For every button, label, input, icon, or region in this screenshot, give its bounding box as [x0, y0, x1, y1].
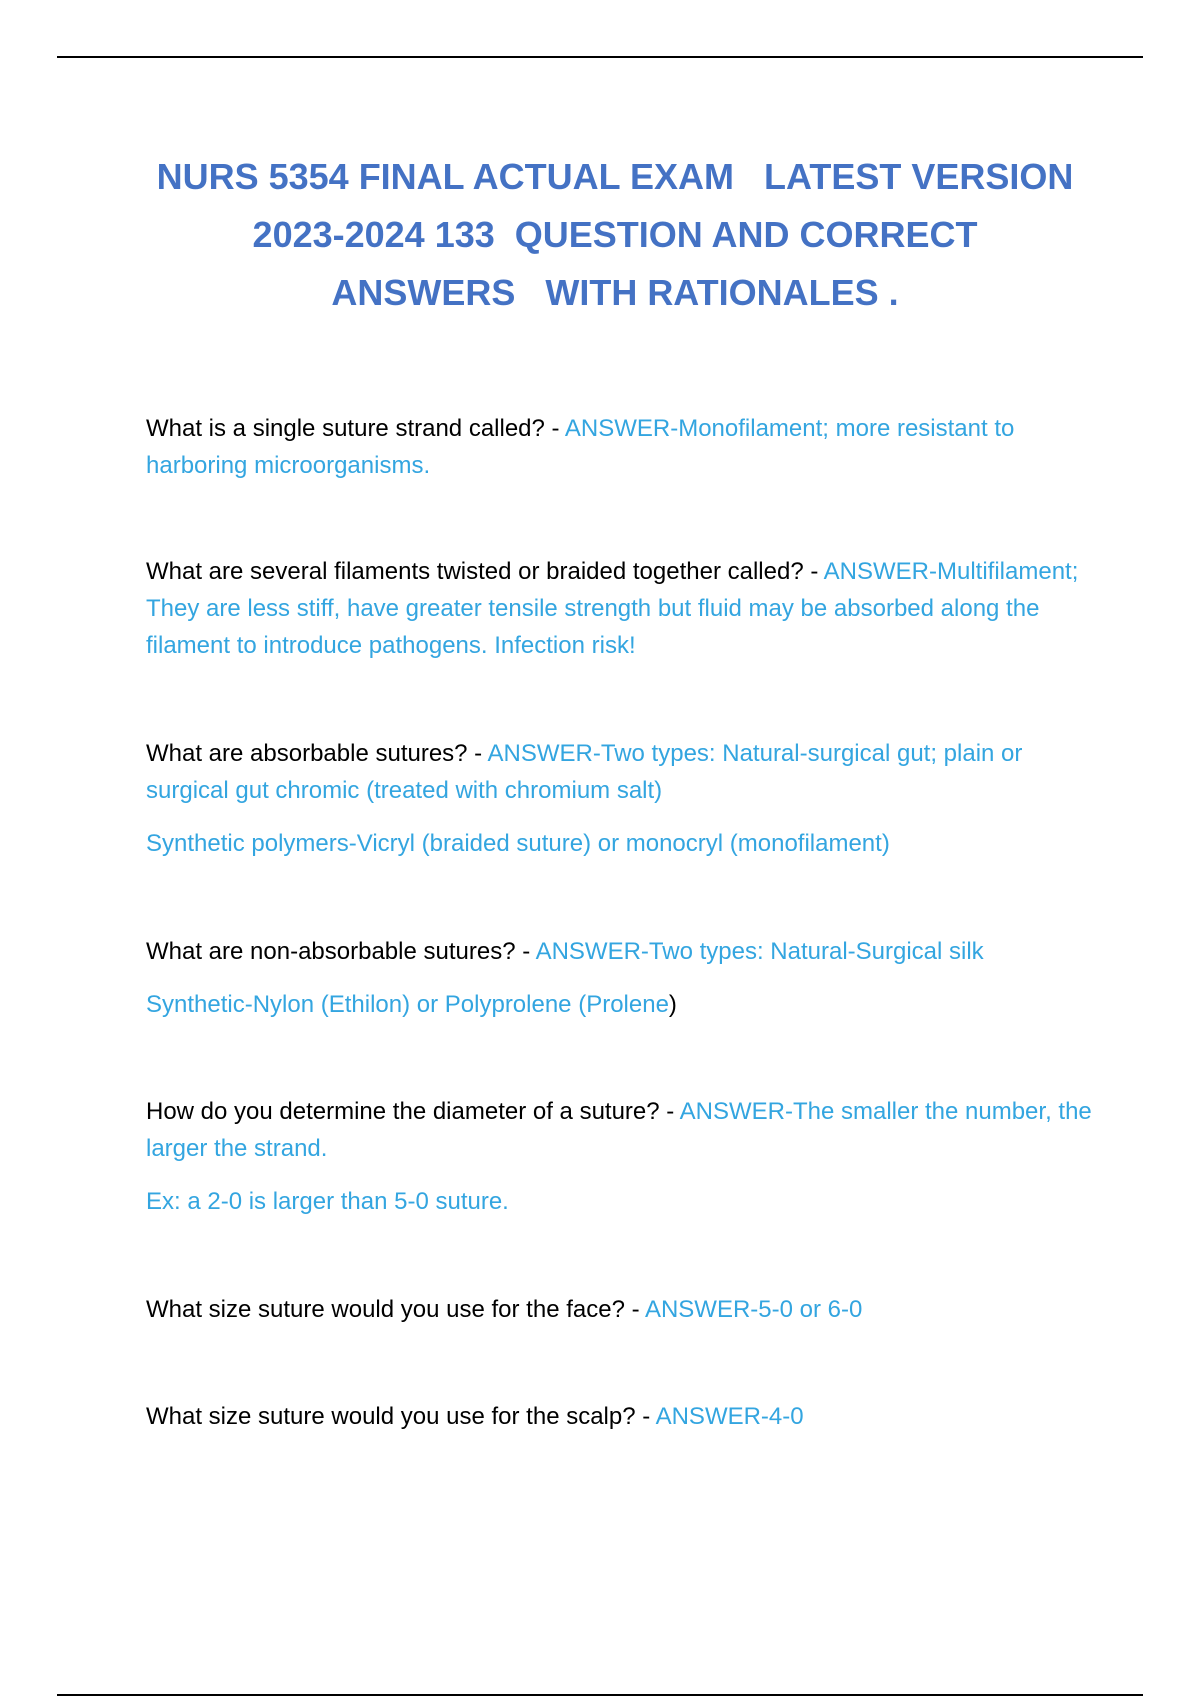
answer-text: ANSWER-Multifilament; They are less stiff, have greater tensile strength but fluid may be absorbed along the filament to introduce pathogens. Infection risk! — [146, 558, 1079, 659]
qa-item-1 — [146, 410, 1096, 484]
question-text: What is a single suture strand called? - — [146, 415, 565, 442]
header-rule — [57, 56, 1143, 58]
qa-paragraph-continued — [146, 1183, 1096, 1220]
answer-text: ANSWER-The smaller the number, the larger the strand. — [146, 1098, 1092, 1162]
answer-text: ANSWER-5-0 or 6-0 — [644, 1296, 863, 1323]
question-text: What are non-absorbable sutures? - — [146, 938, 536, 965]
qa-paragraph-continued — [146, 986, 1096, 1023]
question-text: What are absorbable sutures? - — [146, 740, 488, 767]
answer-text: ANSWER-Two types: Natural-surgical gut; plain or surgical gut chromic (treated with chromium salt) — [146, 740, 1023, 804]
qa-paragraph — [146, 1291, 1096, 1328]
title-line-3: ANSWERS WITH RATIONALES . — [331, 272, 899, 313]
qa-item-2 — [146, 553, 1096, 664]
question-text: What size suture would you use for the scalp? - — [146, 1403, 656, 1430]
question-text: What size suture would you use for the face? - — [146, 1296, 645, 1323]
qa-item-5 — [146, 1093, 1096, 1220]
answer-text: ANSWER-Monofilament; more resistant to harboring microorganisms. — [146, 415, 1015, 479]
closing-paren: ) — [668, 991, 677, 1018]
qa-paragraph — [146, 1398, 1096, 1435]
question-text: What are several filaments twisted or braided together called? - — [146, 558, 824, 585]
qa-paragraph — [146, 410, 1096, 484]
qa-paragraph — [146, 933, 1096, 970]
title-line-1: NURS 5354 FINAL ACTUAL EXAM LATEST VERSION — [156, 156, 1074, 197]
document-title — [100, 148, 1130, 322]
qa-item-6 — [146, 1291, 1096, 1328]
question-text: How do you determine the diameter of a suture? - — [146, 1098, 680, 1125]
qa-paragraph — [146, 735, 1096, 809]
answer-continued-text: Ex: a 2-0 is larger than 5-0 suture. — [146, 1188, 509, 1215]
title-line-2: 2023-2024 133 QUESTION AND CORRECT — [252, 214, 978, 255]
qa-item-7 — [146, 1398, 1096, 1435]
answer-text: ANSWER-Two types: Natural-Surgical silk — [535, 938, 984, 965]
qa-paragraph — [146, 1093, 1096, 1167]
qa-item-3 — [146, 735, 1096, 862]
footer-rule — [57, 1694, 1143, 1696]
qa-paragraph-continued — [146, 825, 1096, 862]
qa-item-4 — [146, 933, 1096, 1023]
answer-continued-text: Synthetic polymers-Vicryl (braided suture) or monocryl (monofilament) — [146, 830, 890, 857]
answer-continued-text: Synthetic-Nylon (Ethilon) or Polyprolene (Prolene — [146, 991, 669, 1018]
answer-text: ANSWER-4-0 — [655, 1403, 804, 1430]
qa-paragraph — [146, 553, 1096, 664]
